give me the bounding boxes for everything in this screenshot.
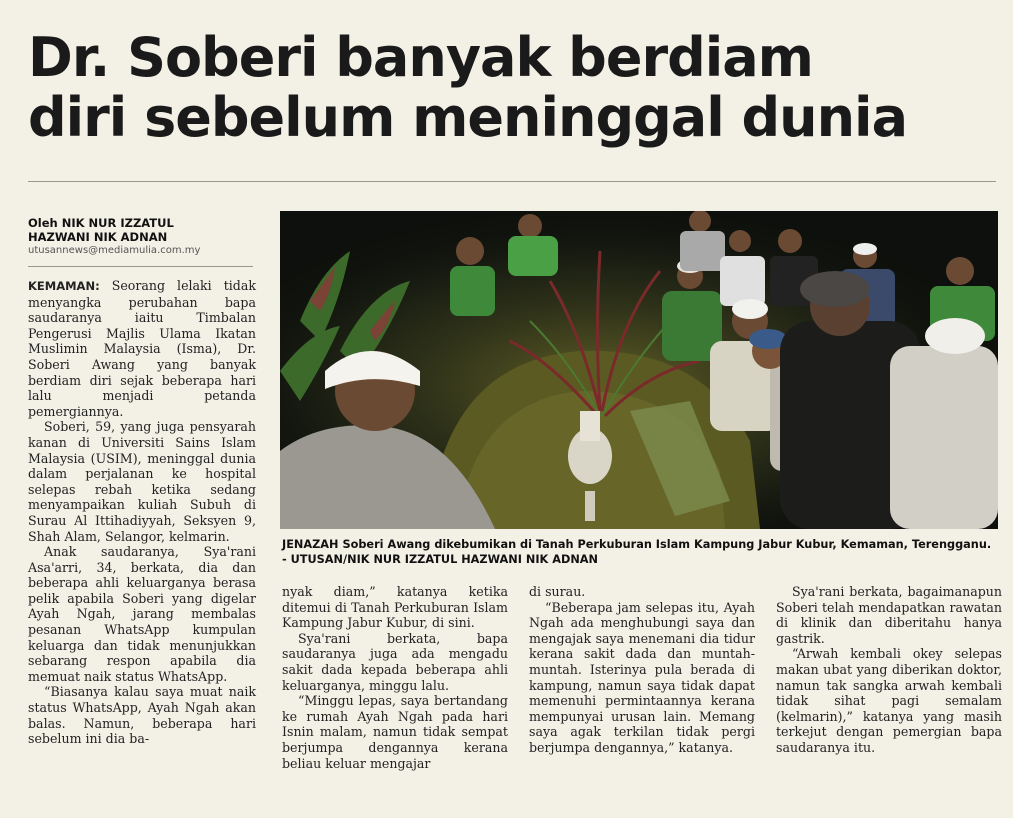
byline-email[interactable]: utusannews@mediamulia.com.my	[28, 245, 201, 256]
article-column-4	[776, 584, 1002, 756]
paragraph: Soberi, 59, yang juga pensyarah kanan di Universiti Sains Islam Malaysia (USIM), meninggal dunia dalam perjalanan ke hospital selepas rebah ketika sedang menyampaikan kuliah Subuh di Surau Al Ittihadiyyah, Seksyen 9, Shah Alam, Selangor, kelmarin.	[28, 419, 256, 544]
paragraph: di surau.	[529, 584, 586, 599]
byline-author-line-1: Oleh NIK NUR IZZATUL	[28, 216, 174, 230]
headline-line-2: diri sebelum meninggal dunia	[28, 86, 908, 149]
paragraph: “Arwah kembali okey selepas makan ubat yang diberikan doktor, namun tak sangka arwah kembali tidak sihat pagi semalam (kelmarin),” katanya yang masih terkejut dengan pemergian bapa saudaranya itu.	[776, 646, 1002, 755]
paragraph: nyak diam,” katanya ketika ditemui di Tanah Perkuburan Islam Kampung Jabur Kubur, di sini.	[282, 584, 508, 631]
headline-divider	[28, 181, 996, 182]
paragraph: Anak saudaranya, Sya'rani Asa'arri, 34, berkata, dia dan beberapa ahli keluarganya berasa pelik apabila Soberi yang digelar Ayah Ngah, jarang membalas pesanan WhatsApp kumpulan keluarga dan tidak menunjukkan sebarang respon apabila dia memuat naik status WhatsApp.	[28, 544, 256, 684]
headline	[28, 28, 998, 148]
article-column-2	[282, 584, 508, 771]
article-column-3	[529, 584, 755, 756]
headline-line-1: Dr. Soberi banyak berdiam	[28, 26, 813, 89]
article-column-1	[28, 278, 256, 747]
burial-scene-illustration	[280, 211, 998, 529]
paragraph: “Biasanya kalau saya muat naik status WhatsApp, Ayah Ngah akan balas. Namun, beberapa hari sebelum ini dia ba-	[28, 684, 256, 747]
news-photo	[280, 211, 998, 529]
byline-author-line-2: HAZWANI NIK ADNAN	[28, 230, 168, 244]
paragraph: Seorang lelaki tidak menyangka perubahan bapa saudaranya iaitu Timbalan Pengerusi Majlis Ulama Ikatan Muslimin Malaysia (Isma), Dr. Soberi Awang yang banyak berdiam diri sejak beberapa hari lalu menjadi petanda pemergiannya.	[28, 278, 256, 419]
dateline: KEMAMAN:	[28, 279, 100, 293]
paragraph: “Minggu lepas, saya bertandang ke rumah Ayah Ngah pada hari Isnin malam, namun tidak sempat berjumpa dengannya kerana beliau keluar mengajar	[282, 693, 508, 771]
byline	[28, 216, 253, 256]
photo-caption: JENAZAH Soberi Awang dikebumikan di Tanah Perkuburan Islam Kampung Jabur Kubur, Kemaman, Terengganu. - UTUSAN/NIK NUR IZZATUL HAZWANI NIK ADNAN	[282, 538, 992, 566]
paragraph: Sya'rani berkata, bagaimanapun Soberi telah mendapatkan rawatan di klinik dan diberitahu hanya gastrik.	[776, 584, 1002, 646]
paragraph: “Beberapa jam selepas itu, Ayah Ngah ada menghubungi saya dan mengajak saya menemani dia tidur kerana sakit dada dan muntah-muntah. Isterinya pula berada di kampung, namun saya tidak dapat memenuhi permintaannya kerana mempunyai urusan lain. Memang saya agak terkilan tidak pergi berjumpa dengannya,” katanya.	[529, 599, 755, 755]
paragraph: Sya'rani berkata, bapa saudaranya juga ada mengadu sakit dada kepada beberapa ahli keluarganya, minggu lalu.	[282, 630, 508, 693]
byline-divider	[28, 266, 253, 267]
